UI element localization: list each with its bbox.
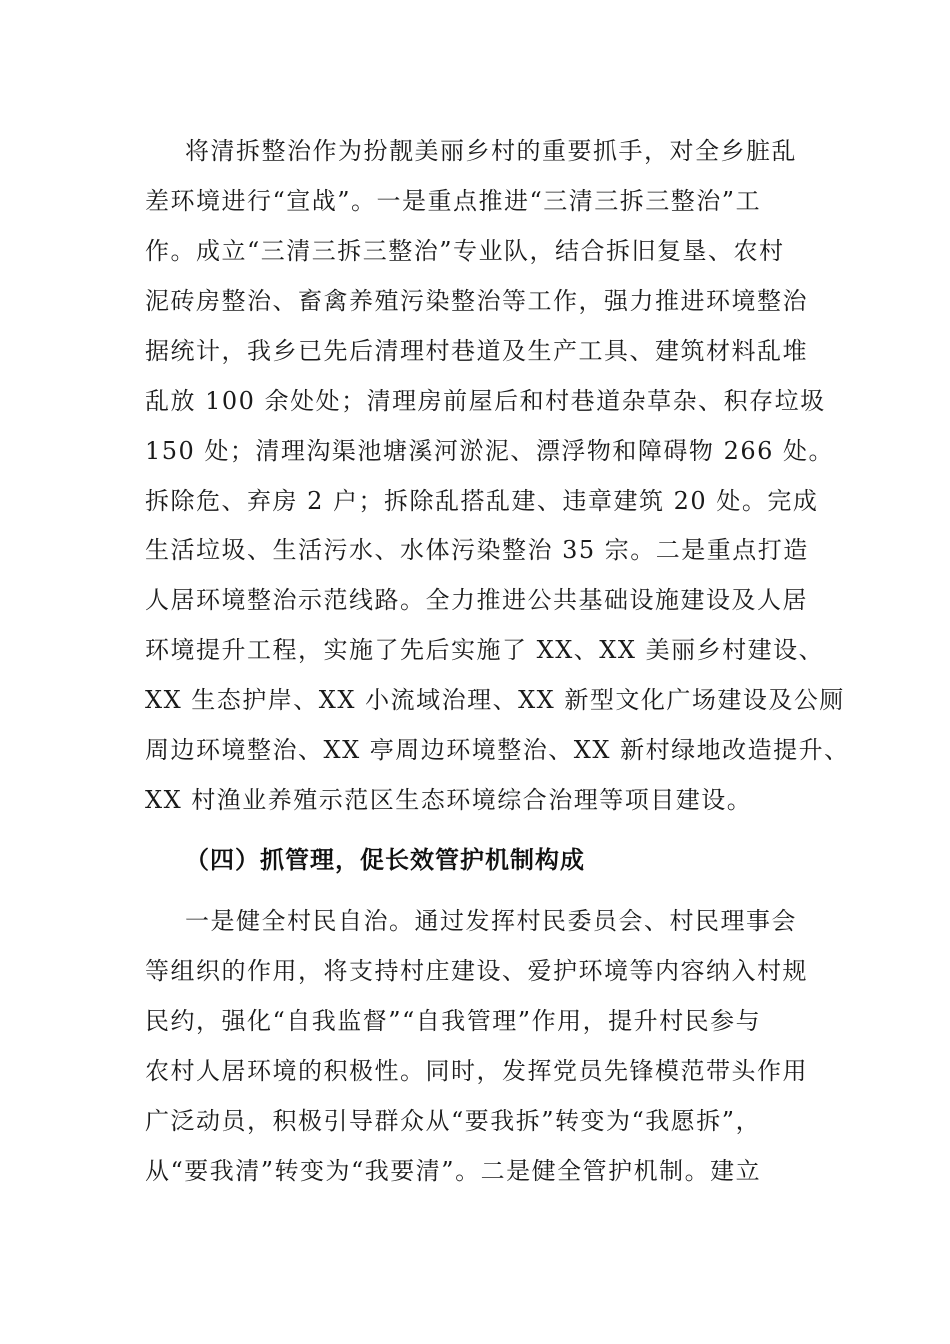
section-heading: （四）抓管理，促长效管护机制构成 <box>185 846 585 874</box>
paragraph-2-line: 农村人居环境的积极性。同时，发挥党员先锋模范带头作用 <box>145 1057 808 1085</box>
paragraph-2-line: 一是健全村民自治。通过发挥村民委员会、村民理事会 <box>185 907 797 935</box>
paragraph-2-line: 等组织的作用，将支持村庄建设、爱护环境等内容纳入村规 <box>145 957 808 985</box>
paragraph-2-line: 民约，强化“自我监督”“自我管理”作用，提升村民参与 <box>145 1007 762 1035</box>
paragraph-1-line: 作。成立“三清三拆三整治”专业队，结合拆旧复垦、农村 <box>145 237 785 265</box>
paragraph-1-line: 环境提升工程，实施了先后实施了 XX、XX 美丽乡村建设、 <box>145 636 825 664</box>
paragraph-1-line: 拆除危、弃房 2 户；拆除乱搭乱建、违章建筑 20 处。完成 <box>145 487 819 515</box>
paragraph-1-line: 人居环境整治示范线路。全力推进公共基础设施建设及人居 <box>145 586 808 614</box>
paragraph-1-line: 周边环境整治、XX 亭周边环境整治、XX 新村绿地改造提升、 <box>145 736 850 764</box>
paragraph-1-line: 生活垃圾、生活污水、水体污染整治 35 宗。二是重点打造 <box>145 536 809 564</box>
paragraph-1-line: 150 处；清理沟渠池塘溪河淤泥、漂浮物和障碍物 266 处。 <box>145 437 835 465</box>
paragraph-1-line: 将清拆整治作为扮靓美丽乡村的重要抓手，对全乡脏乱 <box>185 137 797 165</box>
paragraph-1-line: 据统计，我乡已先后清理村巷道及生产工具、建筑材料乱堆 <box>145 337 808 365</box>
paragraph-2-line: 从“要我清”转变为“我要清”。二是健全管护机制。建立 <box>145 1157 762 1185</box>
paragraph-1-line: XX 生态护岸、XX 小流域治理、XX 新型文化广场建设及公厕 <box>145 686 845 714</box>
paragraph-1-line: 差环境进行“宣战”。一是重点推进“三清三拆三整治”工 <box>145 187 762 215</box>
paragraph-1-line: XX 村渔业养殖示范区生态环境综合治理等项目建设。 <box>145 786 753 814</box>
paragraph-1-line: 泥砖房整治、畜禽养殖污染整治等工作，强力推进环境整治 <box>145 287 808 315</box>
paragraph-1-line: 乱放 100 余处处；清理房前屋后和村巷道杂草杂、积存垃圾 <box>145 387 826 415</box>
paragraph-2-line: 广泛动员，积极引导群众从“要我拆”转变为“我愿拆”， <box>145 1107 762 1135</box>
